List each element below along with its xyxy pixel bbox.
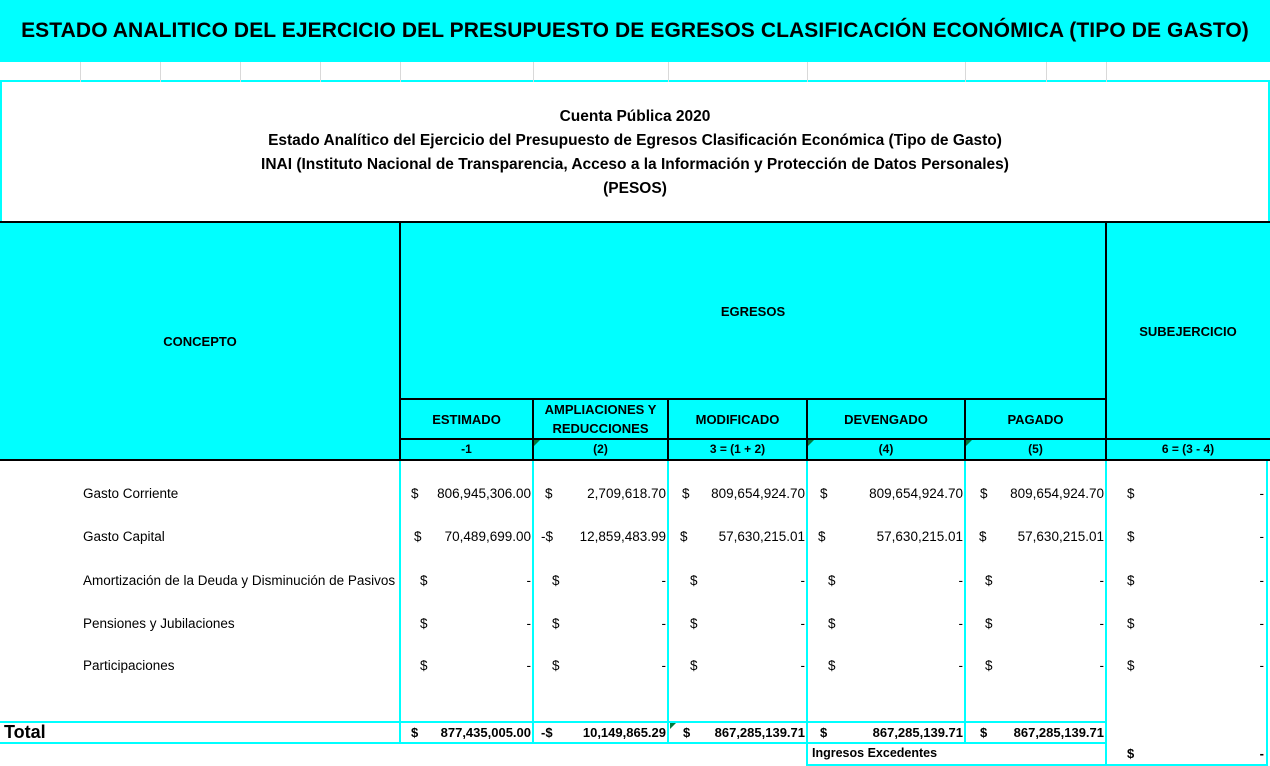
spreadsheet-grid-row	[0, 62, 1270, 82]
row-concepto: Participaciones	[83, 658, 175, 673]
table-header	[0, 221, 1270, 461]
cell-modificado: -	[800, 573, 805, 588]
currency-sign: $	[985, 573, 993, 588]
currency-sign: $	[420, 658, 428, 673]
cell-subejercicio: -	[1259, 573, 1264, 588]
currency-sign: $	[1127, 746, 1135, 761]
cell-pagado: 57,630,215.01	[1017, 529, 1104, 544]
formula-devengado: (4)	[878, 442, 894, 456]
ingresos-excedentes-row	[0, 746, 1270, 764]
cell-modificado: -	[800, 616, 805, 631]
currency-sign: $	[690, 658, 698, 673]
currency-sign: $	[818, 529, 826, 544]
header-modificado: MODIFICADO	[695, 411, 780, 427]
currency-sign: $	[545, 486, 553, 501]
currency-sign: $	[828, 658, 836, 673]
report-subtitle	[0, 82, 1270, 221]
cell-ampliaciones: -	[661, 573, 666, 588]
currency-sign: $	[683, 725, 691, 740]
total-label: Total	[4, 722, 46, 742]
cell-subejercicio: -	[1259, 529, 1264, 544]
cell-pagado: 809,654,924.70	[1010, 486, 1104, 501]
currency-sign: $	[414, 529, 422, 544]
currency-sign: $	[980, 486, 988, 501]
cell-subejercicio: -	[1259, 658, 1264, 673]
cell-modificado: 809,654,924.70	[711, 486, 805, 501]
currency-sign: $	[1127, 658, 1135, 673]
header-concepto: CONCEPTO	[163, 333, 237, 349]
cell-pagado: -	[1099, 616, 1104, 631]
cell-devengado: -	[958, 573, 963, 588]
currency-sign: $	[680, 529, 688, 544]
cell-subejercicio: -	[1259, 616, 1264, 631]
currency-sign: $	[985, 616, 993, 631]
formula-subejercicio: 6 = (3 - 4)	[1161, 442, 1215, 456]
currency-sign: -$	[541, 725, 553, 740]
cell-pagado: -	[1099, 658, 1104, 673]
currency-sign: $	[552, 616, 560, 631]
report-title: ESTADO ANALITICO DEL EJERCICIO DEL PRESUPUESTO DE EGRESOS CLASIFICACIÓN ECONÓMICA (TIPO DE GASTO)	[0, 0, 1270, 62]
cell-estimado: -	[526, 616, 531, 631]
total-estimado: 877,435,005.00	[440, 725, 531, 740]
formula-pagado: (5)	[1028, 442, 1043, 456]
currency-sign: $	[979, 529, 987, 544]
cell-devengado: -	[958, 658, 963, 673]
currency-sign: $	[828, 616, 836, 631]
cell-estimado: 70,489,699.00	[444, 529, 531, 544]
subtitle-line-4: (PESOS)	[603, 180, 667, 197]
cell-devengado: 809,654,924.70	[869, 486, 963, 501]
cell-estimado: -	[526, 573, 531, 588]
currency-sign: $	[411, 725, 419, 740]
formula-estimado: -1	[461, 442, 472, 456]
row-concepto: Amortización de la Deuda y Disminución de Pasivos	[83, 573, 396, 588]
total-modificado: 867,285,139.71	[714, 725, 805, 740]
ingresos-label: Ingresos Excedentes	[812, 746, 938, 760]
cell-estimado: 806,945,306.00	[437, 486, 531, 501]
total-row	[0, 723, 1270, 743]
currency-sign: $	[980, 725, 988, 740]
total-devengado: 867,285,139.71	[872, 725, 963, 740]
currency-sign: $	[420, 573, 428, 588]
header-devengado: DEVENGADO	[844, 411, 928, 427]
currency-sign: $	[1127, 573, 1135, 588]
header-subejercicio: SUBEJERCICIO	[1139, 323, 1237, 339]
header-pagado: PAGADO	[1007, 411, 1064, 427]
cell-estimado: -	[526, 658, 531, 673]
row-concepto: Gasto Corriente	[83, 486, 179, 501]
currency-sign: $	[1127, 529, 1135, 544]
currency-sign: $	[1127, 486, 1135, 501]
cell-ampliaciones: 2,709,618.70	[587, 486, 666, 501]
currency-sign: -$	[541, 529, 554, 544]
currency-sign: $	[552, 573, 560, 588]
header-ampliaciones: AMPLIACIONES Y REDUCCIONES	[544, 402, 657, 436]
currency-sign: $	[985, 658, 993, 673]
cell-subejercicio: -	[1259, 486, 1264, 501]
row-concepto: Gasto Capital	[83, 529, 165, 544]
currency-sign: $	[552, 658, 560, 673]
currency-sign: $	[682, 486, 690, 501]
currency-sign: $	[820, 486, 828, 501]
cell-ampliaciones: -	[661, 658, 666, 673]
cell-modificado: 57,630,215.01	[718, 529, 805, 544]
cell-pagado: -	[1099, 573, 1104, 588]
currency-sign: $	[690, 616, 698, 631]
row-concepto: Pensiones y Jubilaciones	[83, 616, 235, 631]
cell-modificado: -	[800, 658, 805, 673]
formula-ampliaciones: (2)	[593, 442, 608, 456]
currency-sign: $	[690, 573, 698, 588]
currency-sign: $	[411, 486, 419, 501]
subtitle-line-2: Estado Analítico del Ejercicio del Presupuesto de Egresos Clasificación Económica (Tipo de Gasto)	[268, 132, 1002, 149]
subtitle-line-1: Cuenta Pública 2020	[559, 108, 711, 125]
ingresos-value: -	[1259, 746, 1264, 761]
currency-sign: $	[828, 573, 836, 588]
currency-sign: $	[1127, 616, 1135, 631]
currency-sign: $	[420, 616, 428, 631]
subtitle-line-3: INAI (Instituto Nacional de Transparencia, Acceso a la Información y Protección de Datos Personales)	[261, 156, 1009, 173]
cell-ampliaciones: 12,859,483.99	[579, 529, 666, 544]
total-ampliaciones: 10,149,865.29	[582, 725, 666, 740]
cell-ampliaciones: -	[661, 616, 666, 631]
total-pagado: 867,285,139.71	[1013, 725, 1104, 740]
header-egresos: EGRESOS	[720, 303, 786, 319]
formula-modificado: 3 = (1 + 2)	[709, 442, 766, 456]
currency-sign: $	[820, 725, 828, 740]
cell-devengado: -	[958, 616, 963, 631]
header-estimado: ESTIMADO	[432, 411, 501, 427]
cell-devengado: 57,630,215.01	[876, 529, 963, 544]
